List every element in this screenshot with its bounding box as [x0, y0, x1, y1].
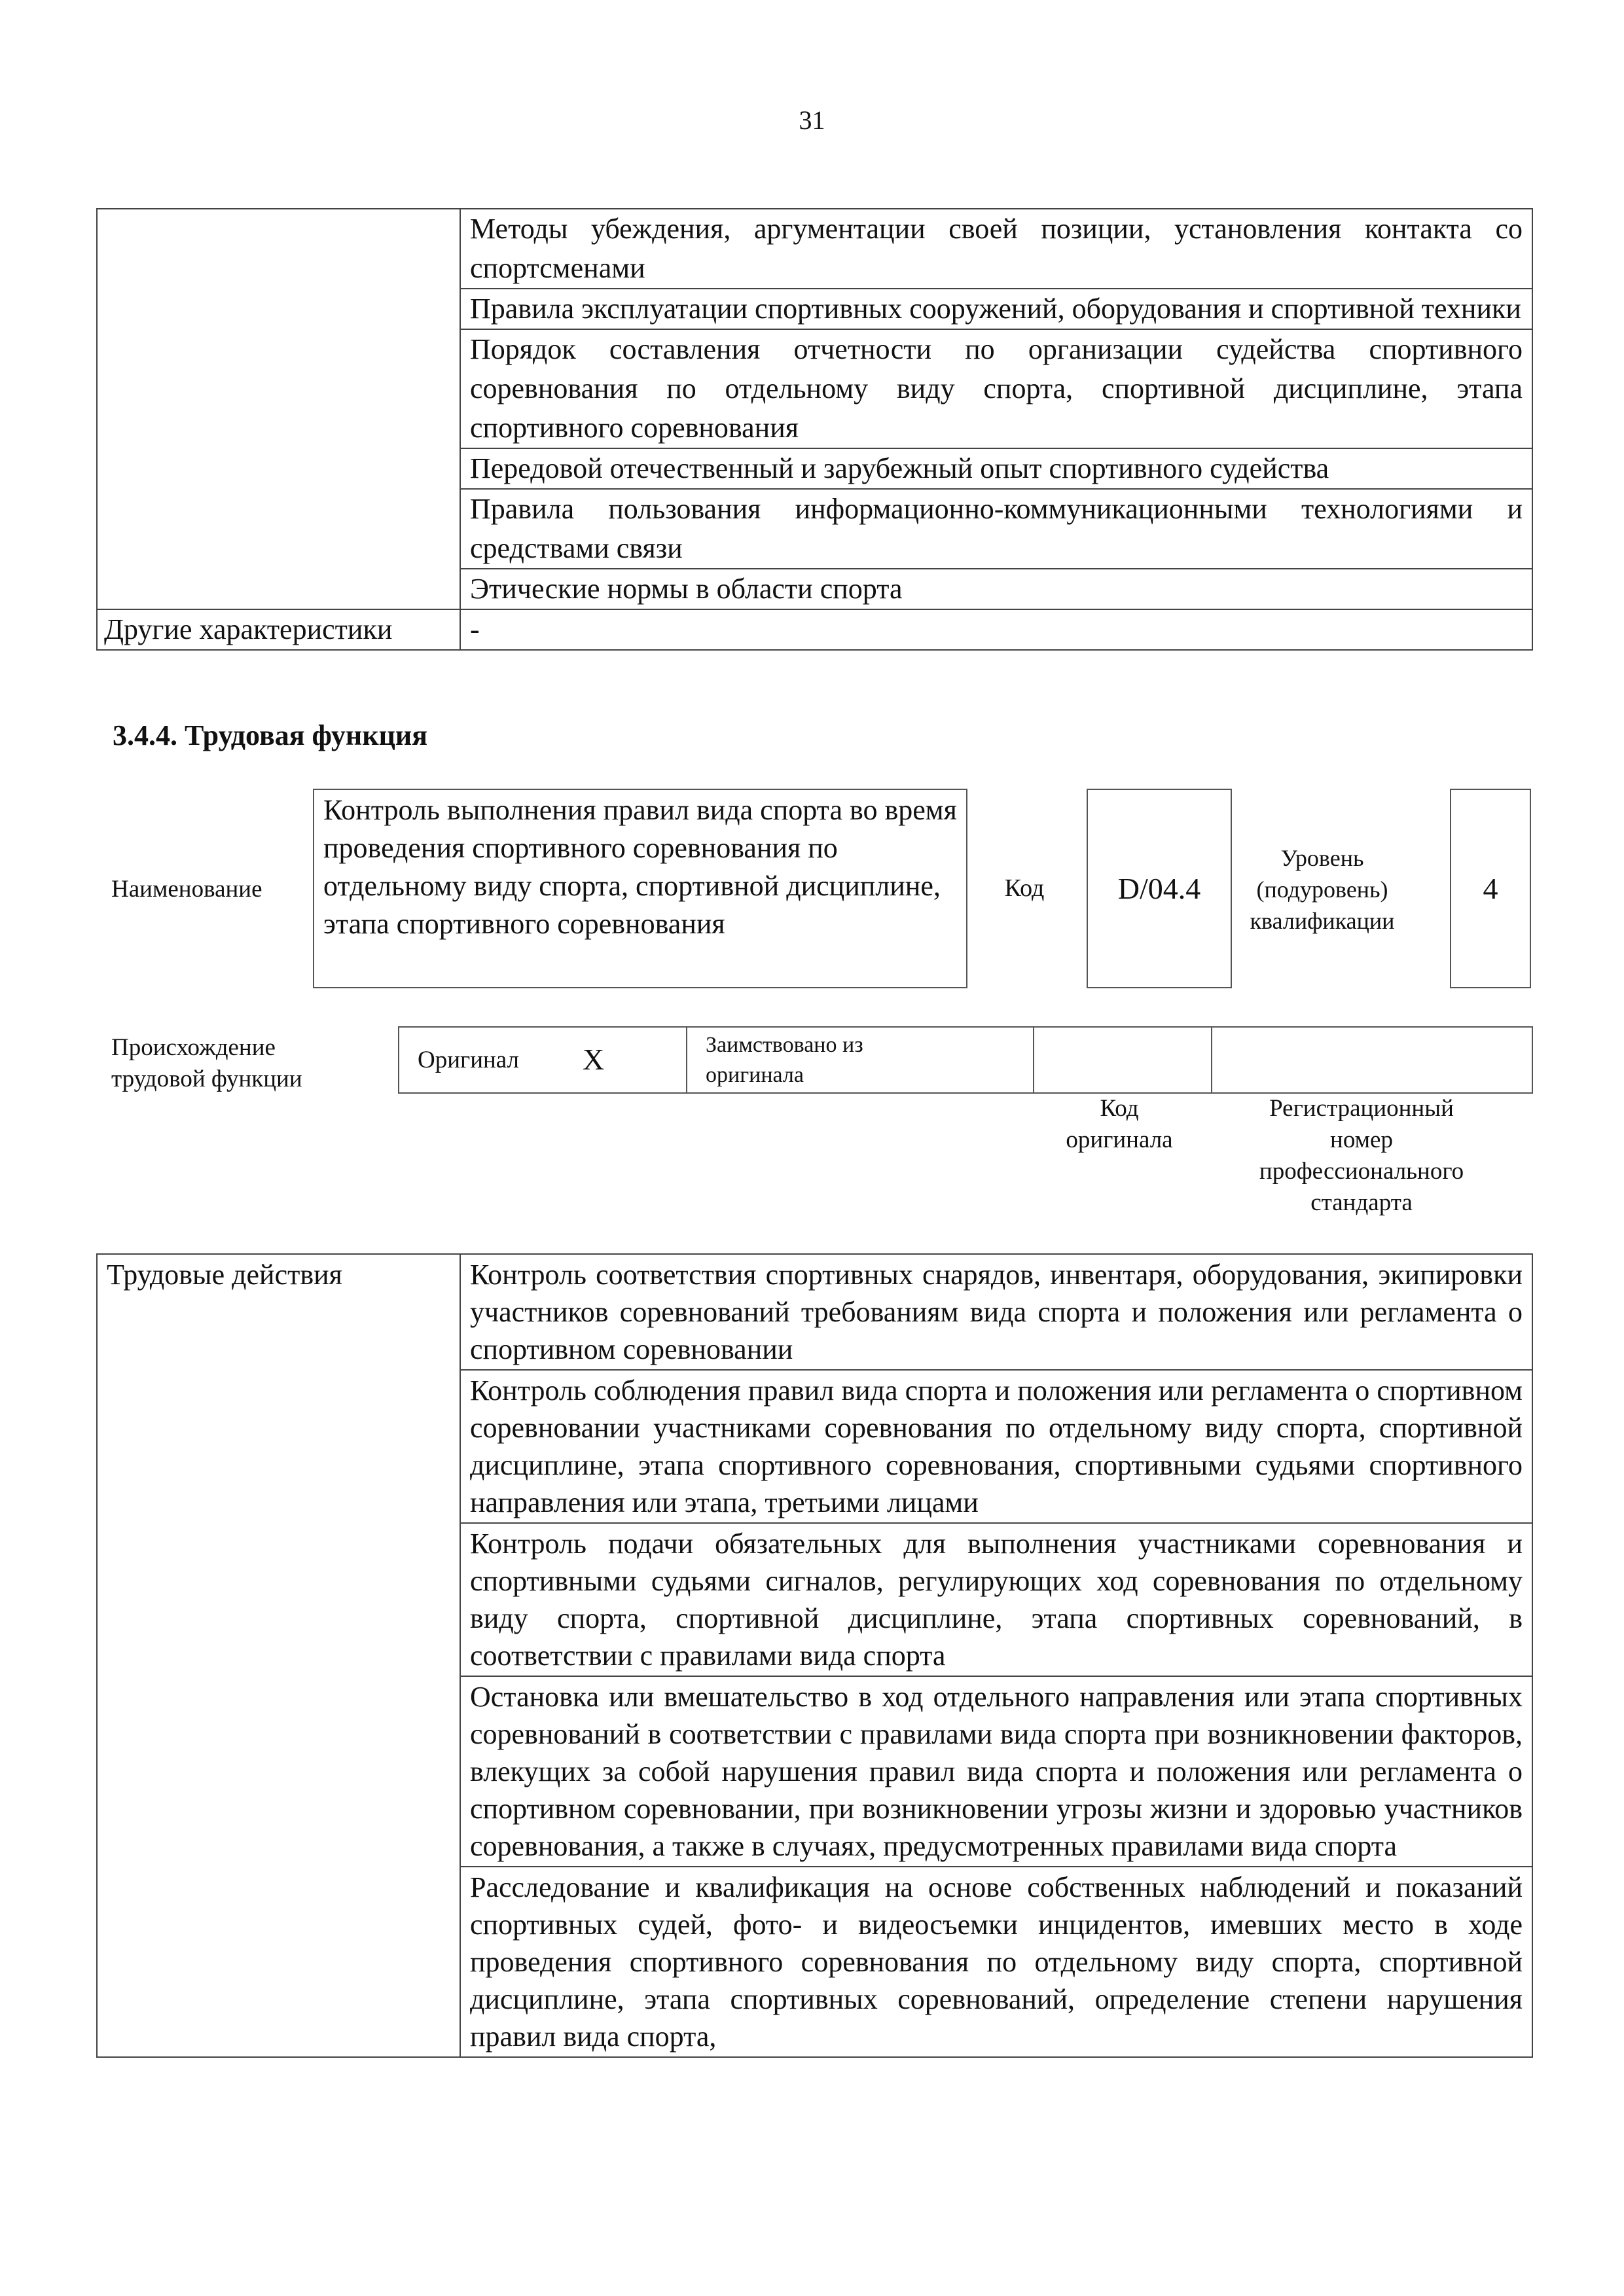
origin-code-caption-line: оригинала — [1066, 1126, 1173, 1153]
knowledge-item: Методы убеждения, аргументации своей позиции, установления контакта со спортсменами — [460, 209, 1532, 289]
qualification-level-label-line: (подуровень) — [1256, 876, 1388, 903]
origin-original-mark: X — [583, 1043, 605, 1076]
origin-borrowed-line: Заимствовано из — [706, 1033, 863, 1057]
actions-label: Трудовые действия — [97, 1254, 460, 2057]
origin-reg-caption-line: профессионального — [1259, 1158, 1464, 1185]
qualification-level-value: 4 — [1450, 789, 1531, 988]
function-code-label: Код — [1004, 874, 1045, 902]
origin-label-line: трудовой функции — [111, 1066, 302, 1092]
origin-label-line: Происхождение — [111, 1034, 276, 1061]
origin-reg-caption-line: стандарта — [1310, 1189, 1413, 1216]
origin-reg-caption-line: Регистрационный — [1269, 1095, 1454, 1122]
function-name-label: Наименование — [111, 876, 262, 903]
origin-label — [111, 1032, 302, 1095]
knowledge-item: Правила пользования информационно-коммуникационными технологиями и средствами связи — [460, 489, 1532, 569]
function-name-value: Контроль выполнения правил вида спорта во время проведения спортивного соревнования по отдельному виду спорта, спортивной дисциплине, этапа спортивного соревнования — [313, 789, 967, 988]
action-item: Остановка или вмешательство в ход отдельного направления или этапа спортивных соревнований в соответствии с правилами вида спорта при возникновении факторов, влекущих за собой нарушения правил вида спорта и положения или регламента о спортивном соревновании, при возникновении угрозы жизни и здоровью участников соревнования, а также в случаях, предусмотренных правилами вида спорта — [460, 1676, 1532, 1867]
page-number: 31 — [799, 105, 825, 135]
actions-table — [96, 1253, 1533, 2058]
origin-code-cell — [1033, 1028, 1212, 1092]
other-characteristics-label: Другие характеристики — [97, 609, 460, 650]
origin-reg-caption-line: номер — [1330, 1126, 1393, 1153]
section-heading: 3.4.4. Трудовая функция — [113, 719, 428, 751]
origin-table — [398, 1026, 1533, 1094]
knowledge-item: Передовой отечественный и зарубежный опыт спортивного судейства — [460, 448, 1532, 489]
other-characteristics-value: - — [460, 609, 1532, 650]
action-item: Контроль подачи обязательных для выполнения участниками соревнования и спортивными судьями сигналов, регулирующих ход соревнования по отдельному виду спорта, спортивной дисциплине, этапа спортивных соревнований, в соответствии с правилами вида спорта — [460, 1523, 1532, 1676]
origin-borrowed-line: оригинала — [706, 1063, 804, 1087]
function-code-value: D/04.4 — [1087, 789, 1232, 988]
action-item: Контроль соответствия спортивных снарядов, инвентаря, оборудования, экипировки участников соревнований требованиям вида спорта и положения или регламента о спортивном соревновании — [460, 1254, 1532, 1370]
qualification-level-label — [1237, 842, 1407, 937]
action-item: Контроль соблюдения правил вида спорта и положения или регламента о спортивном соревновании участниками соревнования по отдельному виду спорта, спортивной дисциплине, этапа спортивного соревнования, спортивными судьями спортивного направления или этапа, третьими лицами — [460, 1370, 1532, 1523]
action-item: Расследование и квалификация на основе собственных наблюдений и показаний спортивных судей, фото- и видеосъемки инцидентов, имевших место в ходе проведения спортивного соревнования по отдельному виду спорта, спортивной дисциплине, этапа спортивных соревнований, определение степени нарушения правил вида спорта, — [460, 1867, 1532, 2057]
knowledge-item: Этические нормы в области спорта — [460, 569, 1532, 609]
origin-code-caption-line: Код — [1100, 1095, 1139, 1122]
knowledge-table — [96, 208, 1533, 651]
origin-reg-caption — [1231, 1093, 1492, 1219]
origin-code-caption — [1034, 1093, 1204, 1156]
knowledge-item: Правила эксплуатации спортивных сооружений, оборудования и спортивной техники — [460, 289, 1532, 329]
knowledge-item: Порядок составления отчетности по организации судейства спортивного соревнования по отдельному виду спорта, спортивной дисциплине, этапа спортивного соревнования — [460, 329, 1532, 448]
origin-original-text: Оригинал — [418, 1047, 520, 1073]
knowledge-label-cell — [97, 209, 460, 609]
qualification-level-label-line: квалификации — [1250, 908, 1395, 934]
origin-borrowed-text — [706, 1030, 863, 1090]
qualification-level-label-line: Уровень — [1280, 845, 1364, 871]
